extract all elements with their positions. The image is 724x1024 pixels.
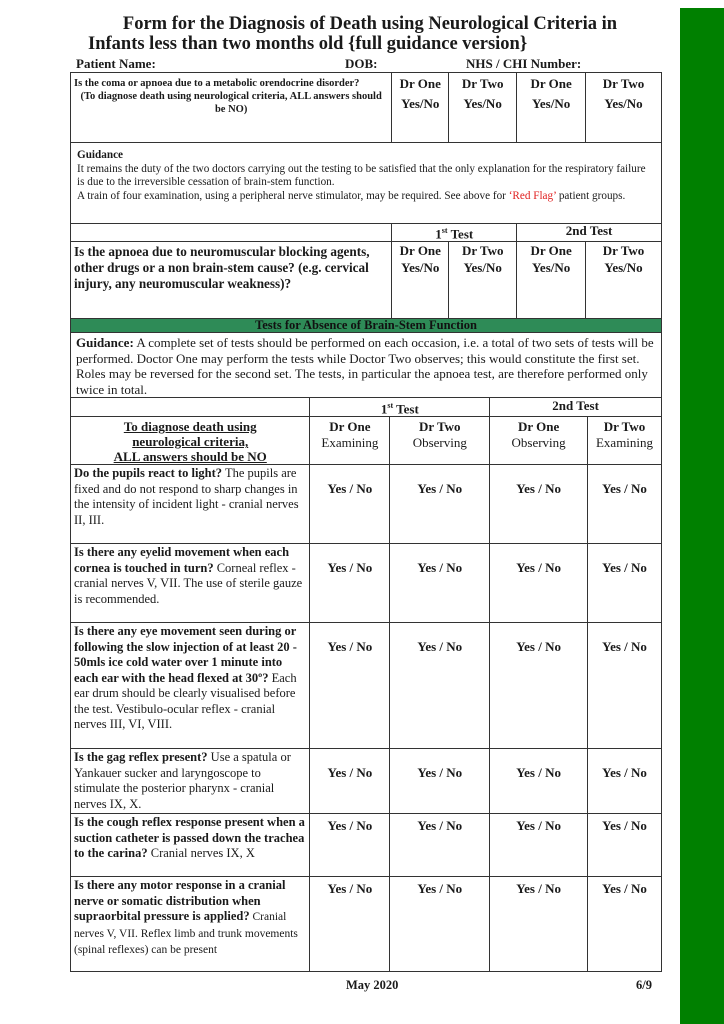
yes-no-option[interactable]: Yes / No [588,877,662,972]
answer-cell[interactable] [449,242,517,320]
dob-label: DOB: [345,56,378,71]
answer-cell[interactable] [517,242,586,320]
role-header: Dr Two Observing [390,417,490,465]
neuromuscular-table [70,223,662,320]
answer-cell[interactable] [586,73,662,143]
doctor-label: Dr One [399,243,441,259]
table-row [71,814,662,877]
metabolic-question: Is the coma or apnoea due to a metabolic orendocrine disorder? [74,78,360,89]
guidance-text-1: It remains the duty of the two doctors carrying out the testing to be satisfied that the only explanation for the respiratory failure is due to the irreversible cessation of brain-stem function. [77,162,646,188]
role-header: Dr Two Examining [588,417,662,465]
yes-no-option[interactable]: Yes / No [490,877,588,972]
role-header: Dr One Examining [310,417,390,465]
yes-no-option[interactable]: Yes / No [310,749,390,814]
first-test-header: 1st Test [392,224,517,242]
yes-no-option[interactable]: Yes / No [490,749,588,814]
yes-no-option[interactable]: Yes/No [401,96,440,111]
yes-no-option[interactable]: Yes / No [390,749,490,814]
yes-no-option[interactable]: Yes/No [604,96,643,111]
yes-no-option[interactable]: Yes / No [588,814,662,877]
yes-no-option[interactable]: Yes / No [390,465,490,544]
guidance-heading: Guidance [77,149,124,161]
yes-no-option[interactable]: Yes/No [604,260,643,276]
doctor-label: Dr Two [461,76,504,91]
guidance-text-2: A train of four examination, using a peripheral nerve stimulator, may be required. See above for ‘Red Flag’ patient groups. [77,189,626,202]
guidance-text: A complete set of tests should be performed on each occasion, i.e. a total of two sets of tests will be performed. Doctor One may perform the tests while Doctor Two observes; this would constitute the first set. Roles may be reversed for the second set. The tests, in particular the apnoea test, are therefore performed only twice in total. [76,335,654,397]
brainstem-section-header: Tests for Absence of Brain-Stem Function [70,318,662,333]
yes-no-option[interactable]: Yes / No [390,623,490,749]
table-row [71,465,662,544]
second-test-header: 2nd Test [490,398,662,417]
yes-no-option[interactable]: Yes / No [490,544,588,623]
nhs-number-label: NHS / CHI Number: [466,56,582,71]
metabolic-note: (To diagnose death using neurological criteria, ALL answers should be NO) [80,91,382,115]
answer-cell[interactable] [586,242,662,320]
metabolic-question-cell [71,73,392,143]
yes-no-option[interactable]: Yes / No [310,544,390,623]
doctor-label: Dr One [530,76,572,91]
yes-no-option[interactable]: Yes/No [531,96,571,111]
yes-no-option[interactable]: Yes / No [310,465,390,544]
yes-no-option[interactable]: Yes / No [310,877,390,972]
yes-no-option[interactable]: Yes / No [390,814,490,877]
table-row [71,749,662,814]
yes-no-option[interactable]: Yes/No [463,96,502,111]
answer-cell[interactable] [392,242,449,320]
footer-date: May 2020 [346,978,399,992]
neuromuscular-question: Is the apnoea due to neuromuscular blocking agents, other drugs or a non brain-stem cause? (e.g. cervical injury, any neuromuscular weakness)? [71,242,392,320]
title-line-1: Form for the Diagnosis of Death using Neurological Criteria in [122,14,618,34]
yes-no-option[interactable]: Yes / No [588,544,662,623]
brainstem-guidance [70,333,662,398]
guidance-label: Guidance: [76,335,134,350]
test-question-motor-response: Is there any motor response in a cranial nerve or somatic distribution when supraorbital pressure is applied? Cranial nerves V, VII. Reflex limb and trunk movements (spinal reflexes) can be present [71,877,310,972]
yes-no-option[interactable]: Yes / No [390,544,490,623]
yes-no-option[interactable]: Yes / No [310,623,390,749]
yes-no-option[interactable]: Yes / No [490,465,588,544]
test-question-vestibulo-ocular: Is there any eye movement seen during or following the slow injection of at least 20 - 50mls ice cold water over 1 minute into each ear with the head flexed at 30º? Each ear drum should be clearly visualised before the test. Vestibulo-ocular reflex - cranial nerves III, VI, VIII. [71,623,310,749]
second-test-header: 2nd Test [517,224,662,242]
table-row [71,877,662,972]
answer-cell[interactable] [449,73,517,143]
brainstem-tests-table [70,397,662,972]
green-side-bar [680,8,724,1024]
page-number: 6/9 [636,978,652,992]
yes-no-option[interactable]: Yes / No [390,877,490,972]
criteria-instruction: To diagnose death using neurological criteria, ALL answers should be NO [71,417,310,465]
doctor-label: Dr One [399,76,441,91]
doctor-label: Dr One [530,243,572,259]
test-question-gag: Is the gag reflex present? Use a spatula or Yankauer sucker and laryngoscope to stimulate the posterior pharynx - cranial nerves IX, X. [71,749,310,814]
yes-no-option[interactable]: Yes / No [490,814,588,877]
patient-name-label: Patient Name: [76,56,156,71]
table-row [71,544,662,623]
answer-cell[interactable] [517,73,586,143]
red-flag-text: ‘Red Flag’ [508,189,557,202]
answer-cell[interactable] [392,73,449,143]
test-question-pupils: Do the pupils react to light? The pupils are fixed and do not respond to sharp changes in the intensity of incident light - cranial nerves II, III. [71,465,310,544]
metabolic-disorder-table [70,72,662,143]
guidance-box [70,143,662,223]
yes-no-option[interactable]: Yes / No [588,623,662,749]
doctor-label: Dr Two [602,243,645,259]
page-title [70,14,670,54]
yes-no-option[interactable]: Yes / No [588,465,662,544]
first-test-header: 1st Test [310,398,490,417]
yes-no-option[interactable]: Yes/No [463,260,502,276]
test-question-corneal: Is there any eyelid movement when each cornea is touched in turn? Corneal reflex - cranial nerves V, VII. The use of sterile gauze is recommended. [71,544,310,623]
table-row [71,623,662,749]
title-line-2: Infants less than two months old {full guidance version} [88,34,528,54]
yes-no-option[interactable]: Yes / No [310,814,390,877]
test-question-cough: Is the cough reflex response present when a suction catheter is passed down the trachea to the carina? Cranial nerves IX, X [71,814,310,877]
yes-no-option[interactable]: Yes/No [401,260,440,276]
role-header: Dr One Observing [490,417,588,465]
yes-no-option[interactable]: Yes / No [490,623,588,749]
doctor-label: Dr Two [461,243,504,259]
yes-no-option[interactable]: Yes/No [531,260,571,276]
doctor-label: Dr Two [602,76,645,91]
yes-no-option[interactable]: Yes / No [588,749,662,814]
patient-info-row [76,56,666,71]
